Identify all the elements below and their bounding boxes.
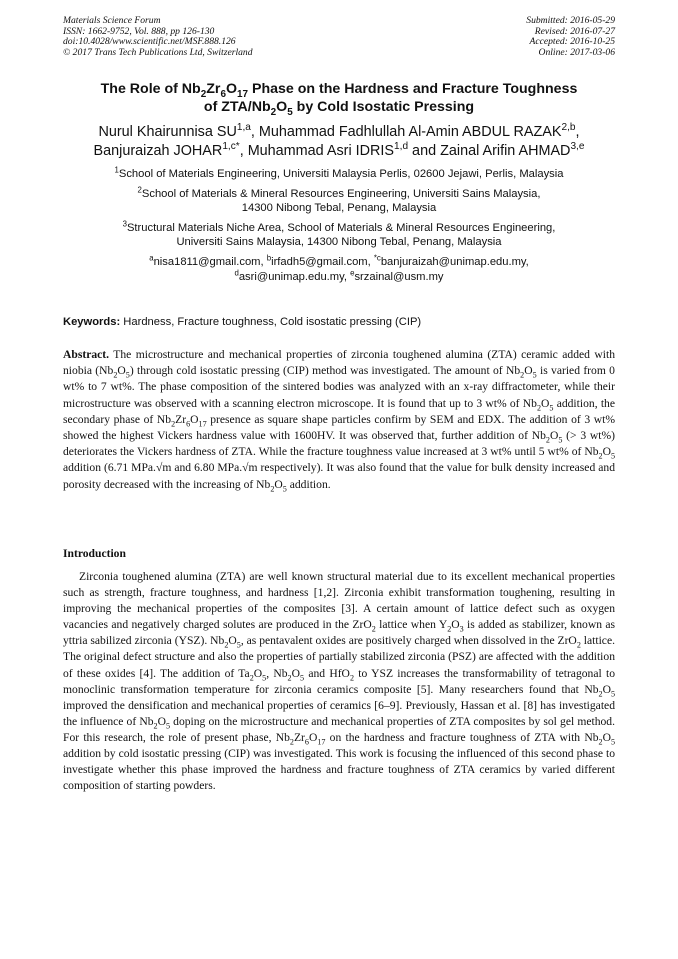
date-accepted: Accepted: 2016-10-25 [529, 36, 615, 48]
author: Banjuraizah JOHAR [93, 143, 223, 159]
publication-dates [526, 16, 615, 58]
journal-issn: ISSN: 1662-9752, Vol. 888, pp 126-130 [63, 25, 215, 37]
affiliation: $^1$School of Materials Engineering, Universiti Malaysia Perlis, 02600 Jejawi, Perlis, Malaysia [114, 165, 564, 180]
journal-doi: doi:10.4028/www.scientific.net/MSF.888.126 [63, 36, 236, 48]
affiliation: $^3$Structural Materials Niche Area, School of Materials & Mineral Resources Engineering, Universiti Sains Malaysia, 14300 Nibong Tebal, Penang, Malaysia [122, 219, 556, 249]
section-heading-introduction: Introduction [63, 547, 126, 560]
keywords-label: Keywords: [63, 316, 121, 328]
affiliation: $^2$School of Materials & Mineral Resources Engineering, Universiti Sains Malaysia, 14300 Nibong Tebal, Penang, Malaysia [137, 184, 541, 215]
author: Muhammad Fadhlullah Al-Amin ABDUL RAZAK [258, 124, 562, 140]
introduction-paragraph: Zirconia toughened alumina (ZTA) are well known structural material due to its excellent mechanical properties such as strength, fracture toughness, and hardness [1,2]. Zirconia exhibit transformation toughening, resulting in improving the mechanical properties of the composites [3]. A certain amount of lattice defect such as oxygen vacancies and negatively charged solutes are produced in the ZrO$_2$ lattice when $Y_2O_3$ is added as stabilizer, known as yttria sabilized zirconia (YSZ). $Nb_2O_5$, as pentavalent oxides are positively charged when dissolved in the ZrO$_2$ lattice. The original defect structure and also the properties of partially stabilized zirconia (PSZ) are affected with the addition of these oxides [4]. The addition of $Ta_2O_5$, $Nb_2O_5$ and HfO$_2$ to YSZ increases the transformability of tetragonal to monoclinic transformation temperature for zirconia ceramics composite [5]. Many researchers found that $Nb_2O_5$ improved the densification and mechanical properties of ceramics [6–9]. Previously, Hassan et al. [8] has investigated the influence of $Nb_2O_5$ doping on the microstructure and mechanical properties of ZTA composites by sol gel method. For this research, the role of present phase, $Nb_2Zr_6O_{17}$ on the hardness and fracture toughness of ZTA with $Nb_2O_5$ addition by cold isostatic pressing (CIP) was investigated. This work is focusing the influenced of this second phase to investigate whether this phase improved the hardness and fracture toughness of ZTA ceramics by varied different composition of starting powders. [63, 570, 615, 793]
journal-copyright: © 2017 Trans Tech Publications Ltd, Switzerland [63, 46, 253, 58]
author: Nurul Khairunnisa SU [98, 124, 237, 140]
date-online: Online: 2017-03-06 [538, 46, 615, 58]
abstract-label: Abstract. [63, 348, 110, 361]
author: Muhammad Asri IDRIS [247, 143, 395, 159]
journal-info [63, 16, 253, 58]
author-emails: $^a$nisa1811@gmail.com, $^b$irfadh5@gmail.com, $^{*c}$banjuraizah@unimap.edu.my, $^d$asri@unimap.edu.my, $^e$srzainal@usm.my [149, 253, 529, 283]
keywords-text: Hardness, Fracture toughness, Cold isostatic pressing (CIP) [120, 316, 422, 328]
date-revised: Revised: 2016-07-27 [534, 25, 615, 37]
author-list: Nurul Khairunnisa SU$^{1,a}$, Muhammad Fadhlullah Al-Amin ABDUL RAZAK$^{2,b}$, Banjuraizah $JOHAR^{1,c*}$, Muhammad Asri IDRIS$^{1,d}$ and Zainal Arifin AHMAD$^{3,e}$ [93, 122, 585, 159]
date-submitted: Submitted: 2016-05-29 [526, 15, 615, 26]
journal-name: Materials Science Forum [63, 15, 161, 26]
author: Zainal Arifin AHMAD [440, 143, 571, 159]
abstract: Abstract. The microstructure and mechanical properties of zirconia toughened alumina (ZTA) ceramic added with niobia $(Nb_2O_5)$ through cold isostatic pressing (CIP) method was investigated. The amount of $Nb_2O_5$ is varied from 0 wt% to 7 wt%. The phase composition of the sintered bodies was analyzed with an x-ray diffractometer, while their microstructure was observed with a scanning electron microscope. It is found that up to 3 wt% of $Nb_2O_5$ addition, the secondary phase of $Nb_2Zr_6O_{17}$ presence as square shape particles confirm by SEM and EDX. The addition of 3 wt% showed the highest Vickers hardness value with 1600HV. It was observed that, further addition of $Nb_2O_5$ (> 3 wt%) deteriorates the Vickers hardness of ZTA. While the fracture toughness value increased at 3 wt% until 5 wt% of $Nb_2O_5$ addition (6.71 MPa.√m and 6.80 MPa.√m respectively). It was also found that the value for bulk density increased and porosity decreased with the increasing of $Nb_2O_5$ addition. [63, 348, 616, 493]
paper-title: The Role of $Nb_2Zr_6O_{17}$ Phase on the Hardness and Fracture Toughness of ZTA/$Nb_2O_5$ by Cold Isostatic Pressing [100, 81, 578, 118]
affiliations [40, 167, 638, 284]
keywords [63, 316, 615, 328]
